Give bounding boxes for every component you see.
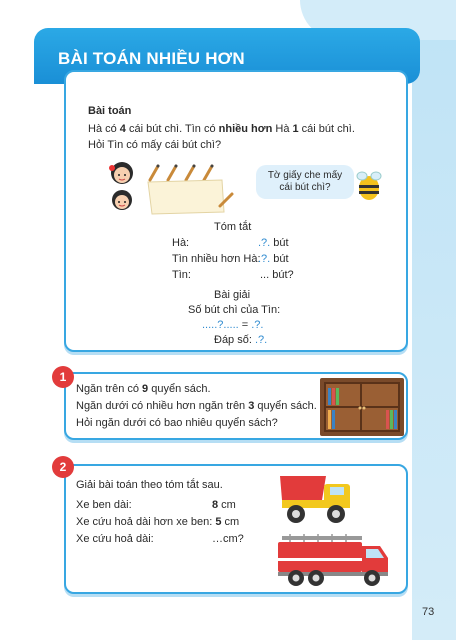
exercise-2-label-truck: Xe ben dài: xyxy=(76,499,132,511)
problem-line-1: Hà có 4 cái bút chì. Tìn có nhiều hơn Hà 1 cái bút chì. xyxy=(88,123,355,135)
answer-line: Đáp số: .?. xyxy=(214,334,268,346)
summary-label-tin: Tìn: xyxy=(172,269,191,281)
solution-heading: Bài giải xyxy=(214,289,251,301)
exercise-2-line-1: Giải bài toán theo tóm tắt sau. xyxy=(76,479,223,491)
bee-icon xyxy=(354,168,384,202)
exercise-2-label-fire-truck: Xe cứu hoả dài: xyxy=(76,533,154,545)
exercise-2-row-fire-truck-longer: Xe cứu hoả dài hơn xe ben: 5 cm xyxy=(76,516,240,528)
exercise-2-value-fire-truck: …cm? xyxy=(212,533,244,545)
question-bubble: Tờ giấy che mấy cái bút chì? xyxy=(256,165,354,199)
children-illustration xyxy=(104,158,144,214)
summary-value-ha: .?. bút xyxy=(258,237,289,249)
summary-heading: Tóm tắt xyxy=(214,221,252,233)
exercise-2-value-truck: 8 cm xyxy=(212,499,236,511)
summary-value-tin: ... bút? xyxy=(260,269,294,281)
girl-face-icon xyxy=(109,162,133,184)
solution-equation: .....?..... = .?. xyxy=(202,319,264,331)
bookshelf-icon xyxy=(320,378,404,436)
problem-heading: Bài toán xyxy=(88,105,132,117)
summary-value-difference: .?. bút xyxy=(258,253,289,265)
exercise-2-badge: 2 xyxy=(52,456,74,478)
boy-face-icon xyxy=(112,190,132,210)
dump-truck-icon xyxy=(276,470,356,530)
exercise-1-line-2: Ngăn dưới có nhiều hơn ngăn trên 3 quyển sách. xyxy=(76,400,317,412)
page-number: 73 xyxy=(422,606,435,618)
right-margin-strip xyxy=(412,0,456,640)
page-title: BÀI TOÁN NHIỀU HƠN xyxy=(58,49,245,68)
pencils-paper-illustration xyxy=(142,160,238,218)
exercise-1-line-1: Ngăn trên có 9 quyển sách. xyxy=(76,383,211,395)
solution-line: Số bút chì của Tìn: xyxy=(188,304,281,316)
summary-label-ha: Hà: xyxy=(172,237,190,249)
fire-truck-icon xyxy=(276,532,394,588)
exercise-1-badge: 1 xyxy=(52,366,74,388)
exercise-1-line-3: Hỏi ngăn dưới có bao nhiêu quyển sách? xyxy=(76,417,278,429)
summary-label-difference: Tìn nhiều hơn Hà: xyxy=(172,253,261,265)
problem-line-2: Hỏi Tìn có mấy cái bút chì? xyxy=(88,139,222,151)
